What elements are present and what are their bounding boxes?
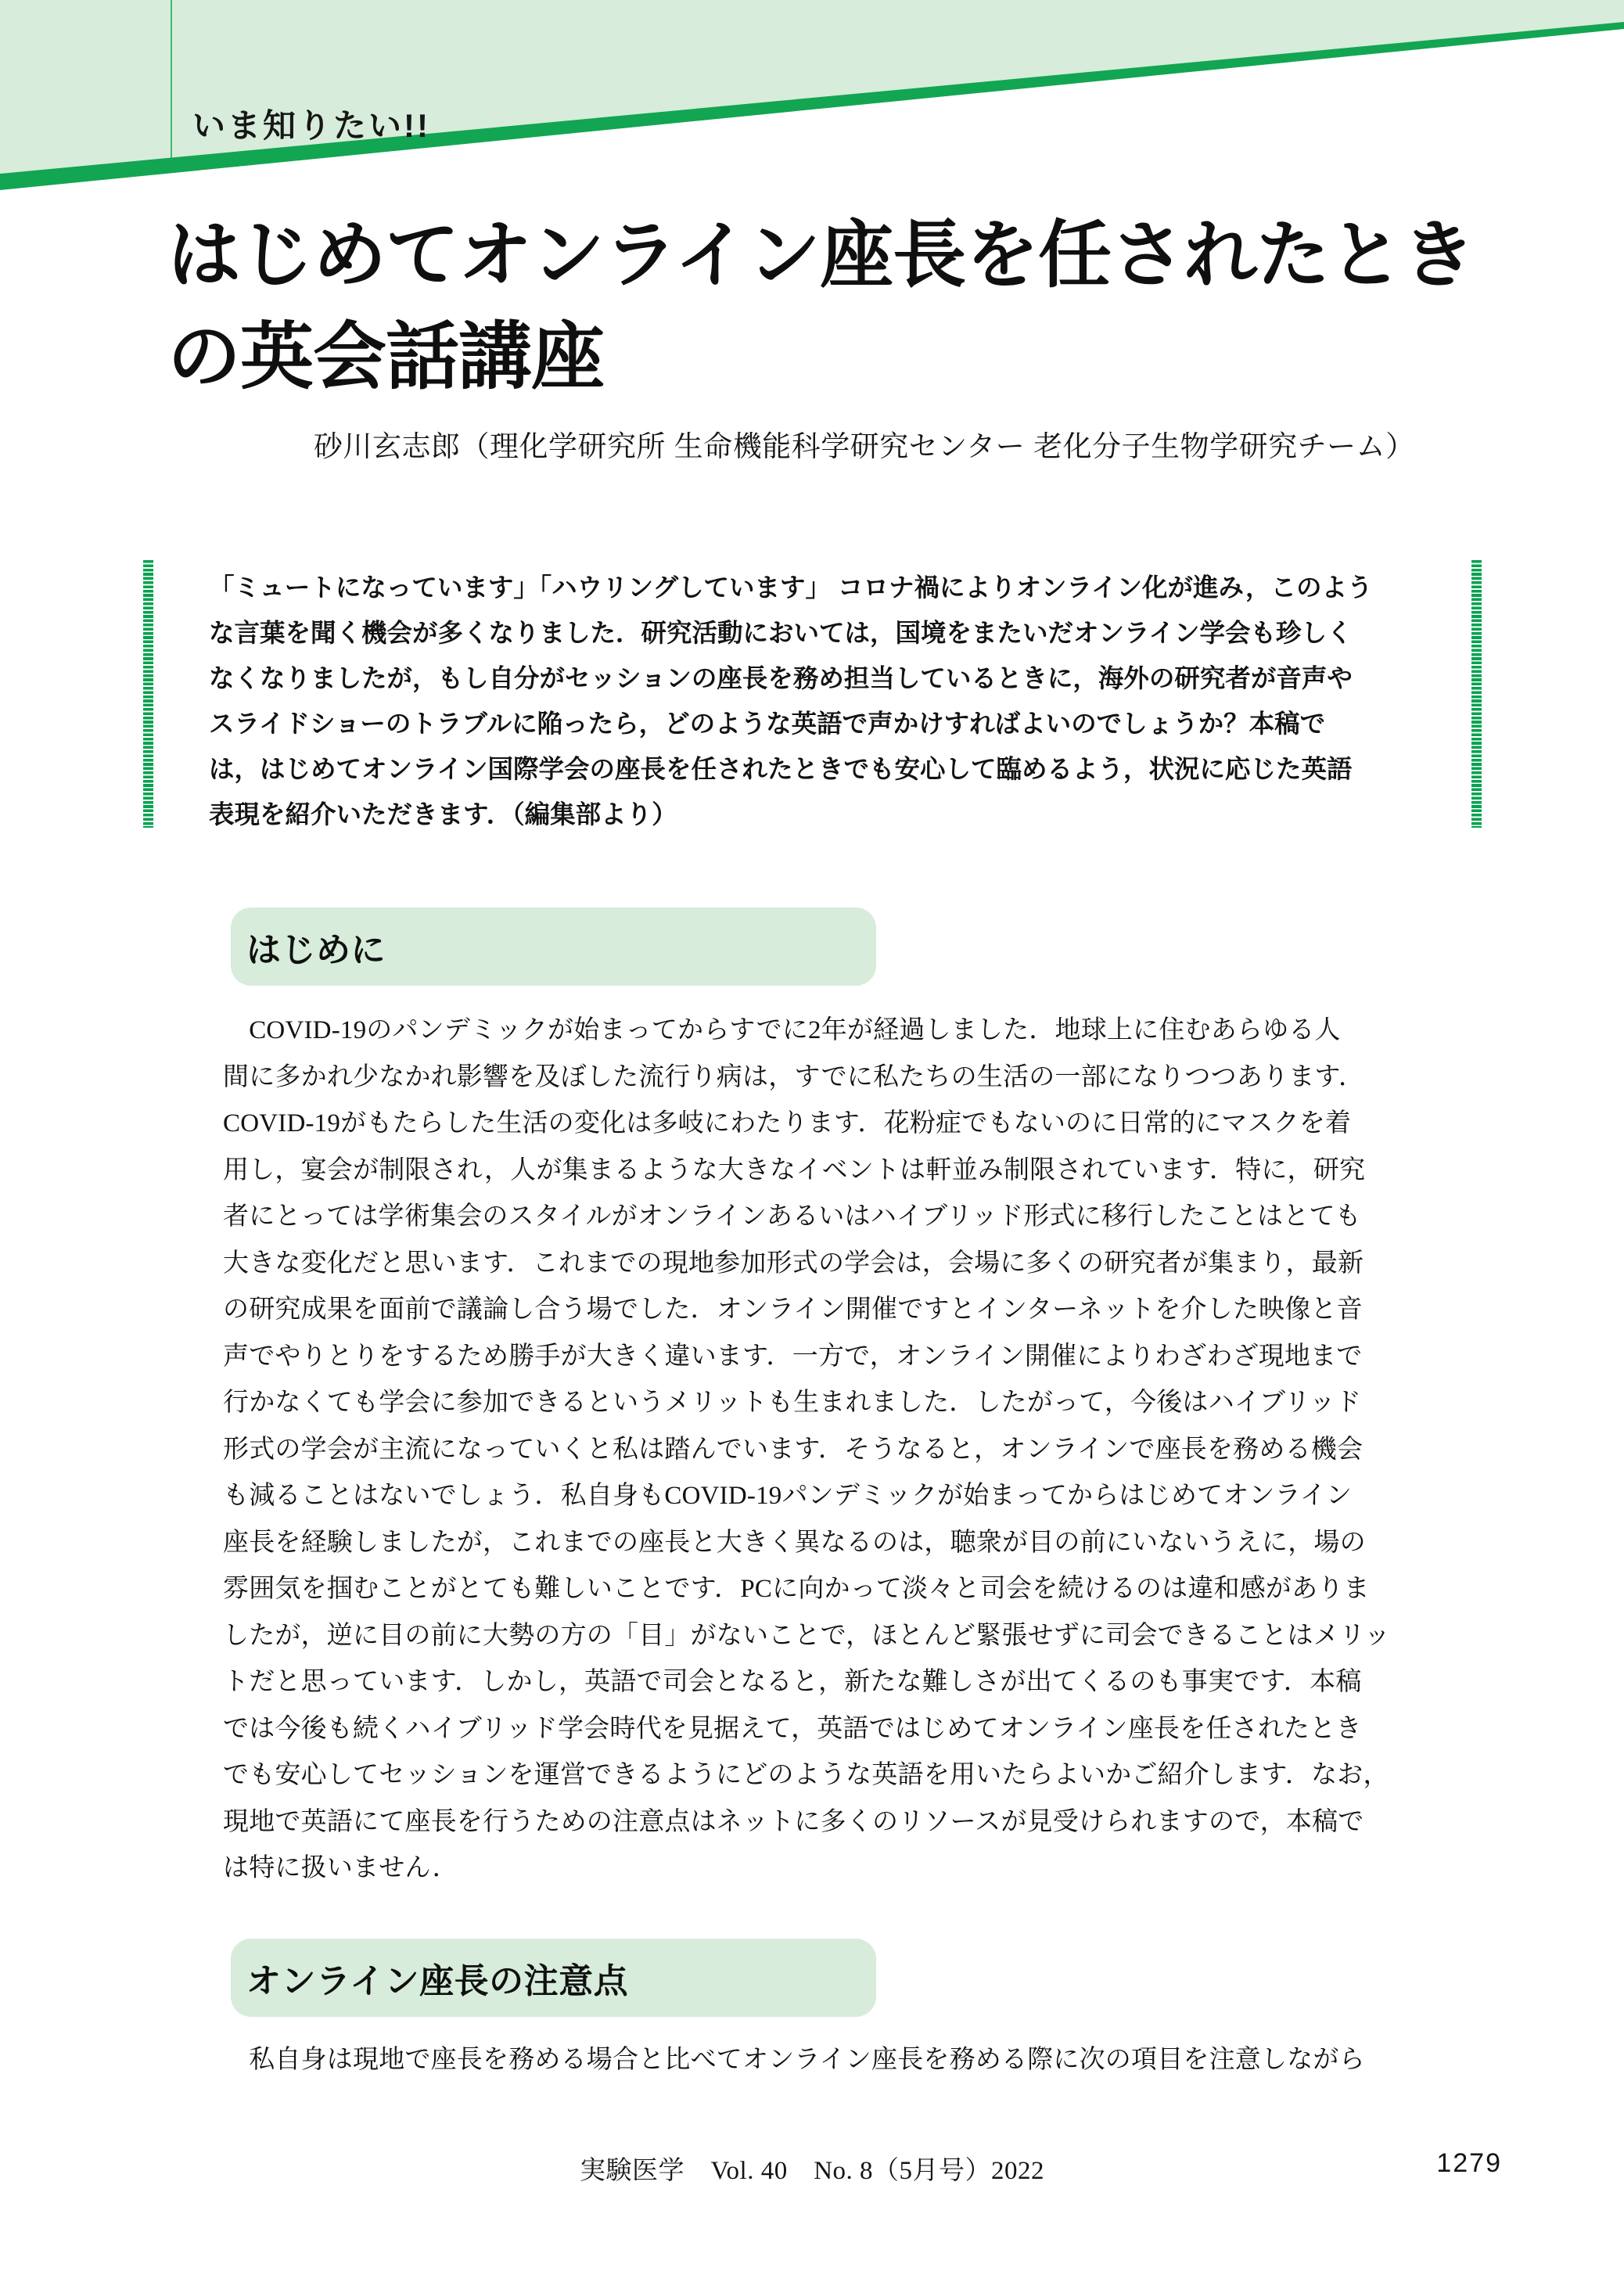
abstract-line: なくなりましたが，もし自分がセッションの座長を務め担当しているときに，海外の研究者が音声や [209, 664, 1353, 692]
body-text-line: 雰囲気を掴むことがとても難しいことです．PCに向かって淡々と司会を続けるのは違和感がありま [223, 1575, 1370, 1603]
abstract-line: 表現を紹介いただきます．（編集部より） [209, 800, 677, 828]
body-text-line: 座長を経験しましたが，これまでの座長と大きく異なるのは，聴衆が目の前にいないうえに，場の [223, 1528, 1366, 1557]
body-text-line: 私自身は現地で座長を務める場合と比べてオンライン座長を務める際に次の項目を注意しながら [223, 2046, 1365, 2074]
section-2-paragraph [223, 2037, 1451, 2084]
body-text-line: 形式の学会が主流になっていくと私は踏んでいます．そうなると，オンラインで座長を務める機会 [223, 1435, 1364, 1464]
body-text-line: 行かなくても学会に参加できるというメリットも生まれました．したがって，今後はハイブリッド [223, 1389, 1362, 1417]
body-text-line: でも安心してセッションを運営できるようにどのような英語を用いたらよいかご紹介します．なお， [223, 1761, 1389, 1789]
author-line: 砂川玄志郎（理化学研究所 生命機能科学研究センター 老化分子生物学研究チーム） [314, 430, 1415, 462]
top-banner [0, 0, 1624, 211]
body-text-line: 用し，宴会が制限され，人が集まるような大きなイベントは軒並み制限されています．特に，研究 [223, 1155, 1366, 1184]
body-text-line: では今後も続くハイブリッド学会時代を見据えて，英語ではじめてオンライン座長を任されたとき [223, 1714, 1362, 1743]
section-1-heading [231, 907, 876, 986]
body-text-line: も減ることはないでしょう．私自身もCOVID-19パンデミックが始まってからはじめてオンライン [223, 1482, 1353, 1510]
page-number: 1279 [1436, 2148, 1502, 2178]
body-text-line: 者にとっては学術集会のスタイルがオンラインあるいはハイブリッド形式に移行したことはとても [223, 1202, 1361, 1231]
abstract-dashed-border-left [143, 560, 153, 828]
article-title [167, 205, 1475, 408]
journal-citation: 実験医学 Vol. 40 No. 8（5月号）2022 [579, 2157, 1045, 2185]
body-text-line: 間に多かれ少なかれ影響を及ぼした流行り病は，すでに私たちの生活の一部になりつつあります． [223, 1062, 1365, 1091]
abstract-line: は，はじめてオンライン国際学会の座長を任されたときでも安心して臨めるよう，状況に応じた英語 [209, 755, 1353, 783]
section-1-heading-label: はじめに [246, 931, 386, 969]
abstract-paragraph [209, 565, 1445, 837]
body-text-line: したが，逆に目の前に大勢の方の「目」がないことで，ほとんど緊張せずに司会できることはメリッ [223, 1621, 1391, 1650]
body-text-line: 大きな変化だと思います．これまでの現地参加形式の学会は，会場に多くの研究者が集まり，最新 [223, 1249, 1364, 1278]
series-label: いま知りたい!! [192, 107, 430, 144]
body-text-line: COVID-19のパンデミックが始まってからすでに2年が経過しました．地球上に住むあらゆる人 [223, 1016, 1341, 1044]
abstract-line: な言葉を聞く機会が多くなりました．研究活動においては，国境をまたいだオンライン学会も珍しく [209, 619, 1353, 647]
section-1-paragraph [223, 1008, 1451, 1892]
body-text-line: の研究成果を面前で議論し合う場でした．オンライン開催ですとインターネットを介した映像と音 [223, 1296, 1363, 1324]
body-text-line: 声でやりとりをするため勝手が大きく違います．一方で，オンライン開催によりわざわざ現地まで [223, 1342, 1363, 1371]
section-2-heading [231, 1939, 876, 2017]
body-text-line: は特に扱いません． [223, 1854, 458, 1882]
body-text-line: COVID-19がもたらした生活の変化は多岐にわたります．花粉症でもないのに日常的にマスクを着 [223, 1109, 1352, 1138]
abstract-dashed-border-right [1471, 560, 1482, 828]
title-line: はじめてオンライン座長を任されたとき [167, 215, 1475, 297]
body-text-line: 現地で英語にて座長を行うための注意点はネットに多くのリソースが見受けられますので，本稿で [223, 1807, 1364, 1836]
section-2-heading-label: オンライン座長の注意点 [246, 1962, 629, 2000]
title-line: の英会話講座 [167, 317, 605, 398]
abstract-line: スライドショーのトラブルに陥ったら，どのような英語で声かけすればよいのでしょうか？本稿で [209, 710, 1326, 738]
body-text-line: トだと思っています．しかし，英語で司会となると，新たな難しさが出てくるのも事実です．本稿 [223, 1668, 1362, 1696]
banner-vertical-rule [171, 0, 172, 158]
abstract-line: 「ミュートになっています」「ハウリングしています」 コロナ禍によりオンライン化が進み，このよう [209, 573, 1373, 602]
